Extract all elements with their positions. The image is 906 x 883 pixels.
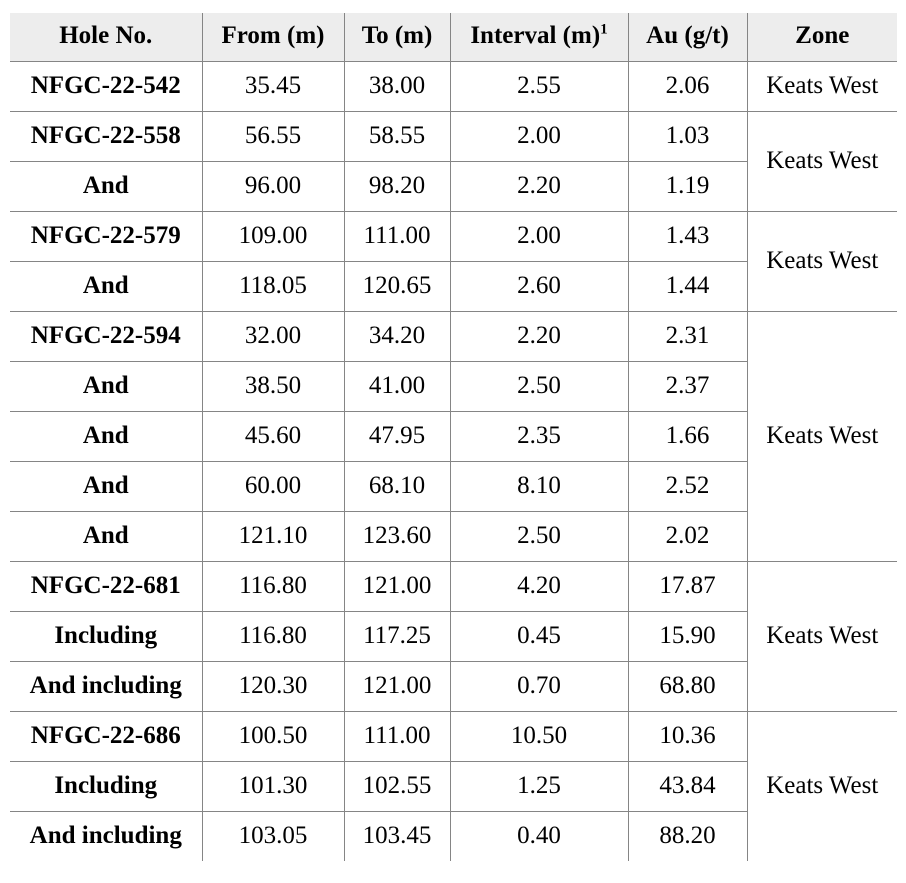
interval-cell: 2.35 <box>450 411 628 461</box>
from-cell: 45.60 <box>202 411 344 461</box>
column-header-hole-no: Hole No. <box>10 13 202 61</box>
zone-cell: Keats West <box>747 711 897 861</box>
from-cell: 116.80 <box>202 561 344 611</box>
hole-no-cell: NFGC-22-594 <box>10 311 202 361</box>
hole-no-cell: And including <box>10 661 202 711</box>
to-cell: 103.45 <box>344 811 450 861</box>
column-header-interval-label: Interval (m) <box>470 22 601 50</box>
from-cell: 101.30 <box>202 761 344 811</box>
to-cell: 47.95 <box>344 411 450 461</box>
au-cell: 2.52 <box>628 461 747 511</box>
au-cell: 17.87 <box>628 561 747 611</box>
column-header-au: Au (g/t) <box>628 13 747 61</box>
to-cell: 41.00 <box>344 361 450 411</box>
from-cell: 109.00 <box>202 211 344 261</box>
column-header-to: To (m) <box>344 13 450 61</box>
hole-no-cell: Including <box>10 611 202 661</box>
au-cell: 88.20 <box>628 811 747 861</box>
from-cell: 116.80 <box>202 611 344 661</box>
table-body <box>10 61 897 861</box>
interval-cell: 2.50 <box>450 511 628 561</box>
to-cell: 58.55 <box>344 111 450 161</box>
zone-cell: Keats West <box>747 111 897 211</box>
to-cell: 111.00 <box>344 211 450 261</box>
hole-no-cell: And <box>10 511 202 561</box>
interval-cell: 0.45 <box>450 611 628 661</box>
from-cell: 100.50 <box>202 711 344 761</box>
au-cell: 43.84 <box>628 761 747 811</box>
interval-cell: 2.00 <box>450 211 628 261</box>
to-cell: 68.10 <box>344 461 450 511</box>
from-cell: 103.05 <box>202 811 344 861</box>
au-cell: 1.19 <box>628 161 747 211</box>
to-cell: 102.55 <box>344 761 450 811</box>
interval-cell: 0.40 <box>450 811 628 861</box>
column-header-zone: Zone <box>747 13 897 61</box>
hole-no-cell: And <box>10 161 202 211</box>
zone-cell: Keats West <box>747 211 897 311</box>
from-cell: 121.10 <box>202 511 344 561</box>
interval-cell: 1.25 <box>450 761 628 811</box>
column-header-interval <box>450 13 628 61</box>
hole-no-cell: And <box>10 361 202 411</box>
au-cell: 1.66 <box>628 411 747 461</box>
interval-cell: 2.55 <box>450 61 628 111</box>
table-row <box>10 561 897 611</box>
table-row <box>10 311 897 361</box>
to-cell: 98.20 <box>344 161 450 211</box>
from-cell: 56.55 <box>202 111 344 161</box>
interval-cell: 2.50 <box>450 361 628 411</box>
interval-cell: 2.60 <box>450 261 628 311</box>
interval-cell: 2.00 <box>450 111 628 161</box>
to-cell: 111.00 <box>344 711 450 761</box>
to-cell: 117.25 <box>344 611 450 661</box>
au-cell: 2.06 <box>628 61 747 111</box>
hole-no-cell: And including <box>10 811 202 861</box>
interval-cell: 4.20 <box>450 561 628 611</box>
hole-no-cell: NFGC-22-686 <box>10 711 202 761</box>
zone-cell: Keats West <box>747 311 897 561</box>
table-row <box>10 711 897 761</box>
au-cell: 10.36 <box>628 711 747 761</box>
table-row <box>10 61 897 111</box>
to-cell: 120.65 <box>344 261 450 311</box>
hole-no-cell: NFGC-22-681 <box>10 561 202 611</box>
interval-cell: 2.20 <box>450 311 628 361</box>
to-cell: 121.00 <box>344 661 450 711</box>
hole-no-cell: NFGC-22-579 <box>10 211 202 261</box>
au-cell: 1.43 <box>628 211 747 261</box>
au-cell: 68.80 <box>628 661 747 711</box>
au-cell: 1.44 <box>628 261 747 311</box>
hole-no-cell: And <box>10 461 202 511</box>
hole-no-cell: And <box>10 411 202 461</box>
zone-cell: Keats West <box>747 561 897 711</box>
from-cell: 120.30 <box>202 661 344 711</box>
au-cell: 1.03 <box>628 111 747 161</box>
from-cell: 118.05 <box>202 261 344 311</box>
from-cell: 35.45 <box>202 61 344 111</box>
hole-no-cell: Including <box>10 761 202 811</box>
hole-no-cell: And <box>10 261 202 311</box>
au-cell: 15.90 <box>628 611 747 661</box>
au-cell: 2.02 <box>628 511 747 561</box>
from-cell: 32.00 <box>202 311 344 361</box>
au-cell: 2.37 <box>628 361 747 411</box>
au-cell: 2.31 <box>628 311 747 361</box>
zone-cell: Keats West <box>747 61 897 111</box>
interval-cell: 0.70 <box>450 661 628 711</box>
from-cell: 96.00 <box>202 161 344 211</box>
from-cell: 60.00 <box>202 461 344 511</box>
hole-no-cell: NFGC-22-558 <box>10 111 202 161</box>
drill-results-table <box>10 13 897 861</box>
to-cell: 121.00 <box>344 561 450 611</box>
from-cell: 38.50 <box>202 361 344 411</box>
interval-cell: 10.50 <box>450 711 628 761</box>
hole-no-cell: NFGC-22-542 <box>10 61 202 111</box>
table-header <box>10 13 897 61</box>
header-row <box>10 13 897 61</box>
interval-cell: 8.10 <box>450 461 628 511</box>
table-row <box>10 211 897 261</box>
column-header-from: From (m) <box>202 13 344 61</box>
to-cell: 38.00 <box>344 61 450 111</box>
to-cell: 123.60 <box>344 511 450 561</box>
footnote-superscript: 1 <box>600 22 608 39</box>
to-cell: 34.20 <box>344 311 450 361</box>
table-row <box>10 111 897 161</box>
interval-cell: 2.20 <box>450 161 628 211</box>
